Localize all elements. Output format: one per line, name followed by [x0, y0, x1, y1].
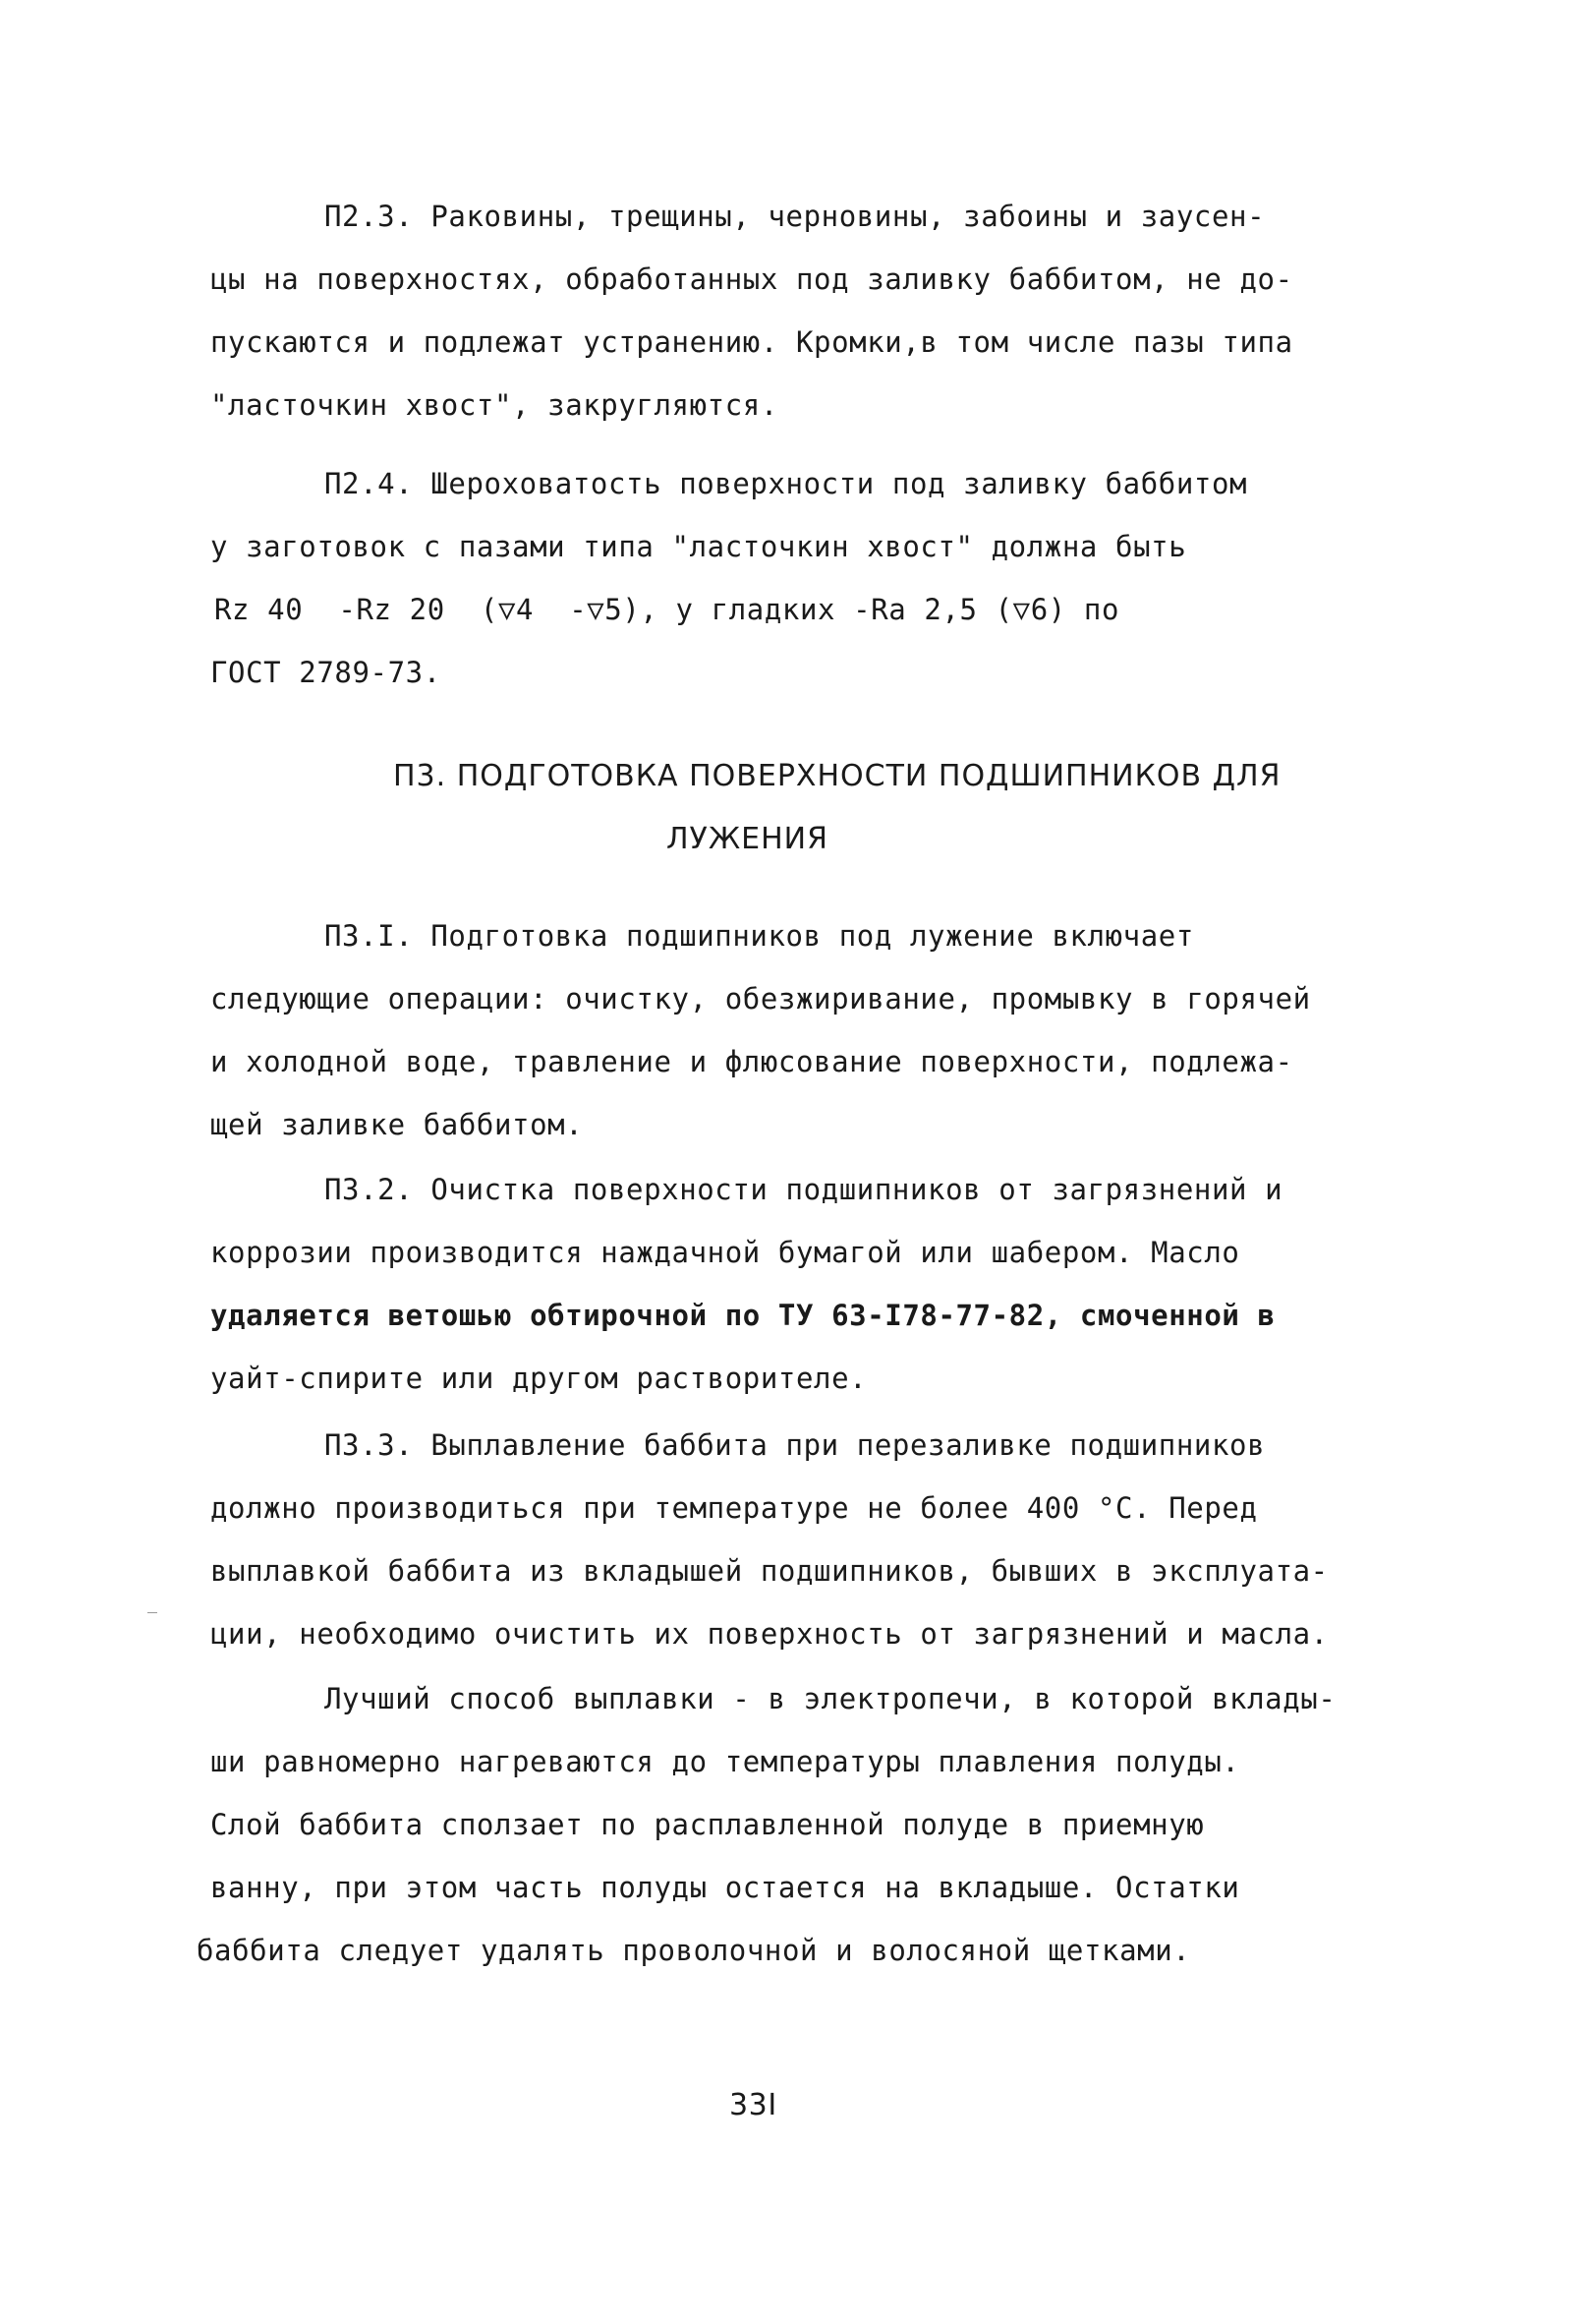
page-number: 33I	[729, 2088, 777, 2122]
section-heading-line-2: ЛУЖЕНИЯ	[666, 822, 828, 856]
p3-3-line-1: П3.3. Выплавление баббита при перезаливке подшипников	[324, 1428, 1266, 1462]
section-heading: П3. ПОДГОТОВКА ПОВЕРХНОСТИ ПОДШИПНИКОВ ДЛЯ	[393, 759, 1282, 793]
p3-2-line-1: П3.2. Очистка поверхности подшипников от загрязнений и	[324, 1173, 1283, 1206]
p3-3-line-9: баббита следует удалять проволочной и волосяной щетками.	[197, 1934, 1191, 1967]
p3-3-line-2: должно производиться при температуре не более 400 °С. Перед	[210, 1491, 1258, 1525]
p3-1-line-4: щей заливке баббитом.	[210, 1108, 584, 1141]
p3-1-line-2: следующие операции: очистку, обезжиривание, промывку в горячей	[210, 982, 1311, 1016]
p3-1-line-3: и холодной воде, травление и флюсование поверхности, подлежа-	[210, 1045, 1293, 1078]
p2-4-line-3: Rz 40 -Rz 20 (▽4 -▽5), у гладких -Ra 2,5 (▽6) по	[214, 593, 1120, 626]
p2-3-line-1: П2.3. Раковины, трещины, черновины, забоины и заусен-	[324, 200, 1266, 233]
p3-3-line-6: ши равномерно нагреваются до температуры плавления полуды.	[210, 1745, 1240, 1778]
p3-3-line-3: выплавкой баббита из вкладышей подшипников, бывших в эксплуата-	[210, 1554, 1329, 1588]
p2-3-line-3: пускаются и подлежат устранению. Кромки,в том числе пазы типа	[210, 325, 1293, 359]
p3-2-line-2: коррозии производится наждачной бумагой или шабером. Масло	[210, 1236, 1240, 1269]
p3-3-line-8: ванну, при этом часть полуды остается на вкладыше. Остатки	[210, 1871, 1240, 1904]
p3-3-line-7: Слой баббита сползает по расплавленной полуде в приемную	[210, 1808, 1205, 1841]
p3-2-line-3: удаляется ветошью обтирочной по ТУ 63-I78-77-82, смоченной в	[210, 1299, 1276, 1332]
p2-3-line-4: "ласточкин хвост", закругляются.	[210, 388, 778, 422]
p2-4-line-2: у заготовок с пазами типа "ласточкин хвост" должна быть	[210, 530, 1187, 563]
p2-3-line-2: цы на поверхностях, обработанных под заливку баббитом, не до-	[210, 262, 1293, 296]
p3-3-line-4: ции, необходимо очистить их поверхность от загрязнений и масла.	[210, 1617, 1329, 1651]
p3-1-line-1: П3.I. Подготовка подшипников под лужение включает	[324, 919, 1194, 953]
p3-3-line-5: Лучший способ выплавки - в электропечи, в которой вклады-	[324, 1682, 1337, 1715]
p3-2-line-4: уайт-спирите или другом растворителе.	[210, 1362, 868, 1395]
margin-mark	[147, 1612, 157, 1613]
p2-4-line-1: П2.4. Шероховатость поверхности под заливку баббитом	[324, 467, 1248, 500]
p2-4-line-4: ГОСТ 2789-73.	[210, 656, 441, 689]
